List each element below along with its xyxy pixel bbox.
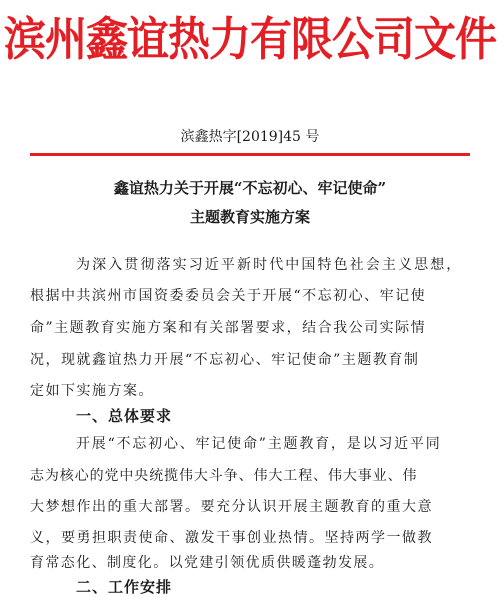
section1-line-2: 志为核心的党中央统揽伟大斗争、伟大工程、伟大事业、伟 bbox=[30, 468, 418, 484]
section1-line-3: 大梦想作出的重大部署。要充分认识开展主题教育的重大意 bbox=[30, 499, 433, 515]
section-heading-general-requirements: 一、总体要求 bbox=[76, 407, 173, 425]
intro-line-1: 为深入贯彻落实习近平新时代中国特色社会主义思想， bbox=[76, 257, 463, 273]
section-heading-work-arrangement: 二、工作安排 bbox=[76, 578, 173, 596]
section1-line-4: 义，要勇担职责使命、激发干事创业热情。坚持两学一做教 bbox=[30, 530, 433, 546]
section1-line-5: 育常态化、制度化。以党建引领优质供暖蓬勃发展。 bbox=[30, 555, 385, 571]
intro-line-3: 命”主题教育实施方案和有关部署要求，结合我公司实际情 bbox=[30, 320, 427, 336]
document-title-line-1: 鑫谊热力关于开展“不忘初心、牢记使命” bbox=[113, 179, 387, 197]
letterhead-title: 滨州鑫谊热力有限公司文件 bbox=[3, 12, 496, 67]
intro-line-4: 况，现就鑫谊热力开展“不忘初心、牢记使命”主题教育制 bbox=[30, 352, 420, 368]
document-title-line-2: 主题教育实施方案 bbox=[189, 208, 310, 226]
section1-line-1: 开展“不忘初心、牢记使命”主题教育，是以习近平同 bbox=[76, 436, 442, 452]
intro-line-2: 根据中共滨州市国资委委员会关于开展“不忘初心、牢记使 bbox=[30, 288, 427, 304]
intro-line-5: 定如下实施方案。 bbox=[30, 383, 154, 399]
letterhead-divider bbox=[30, 153, 470, 156]
document-number: 滨鑫热字[2019]45 号 bbox=[180, 129, 320, 145]
